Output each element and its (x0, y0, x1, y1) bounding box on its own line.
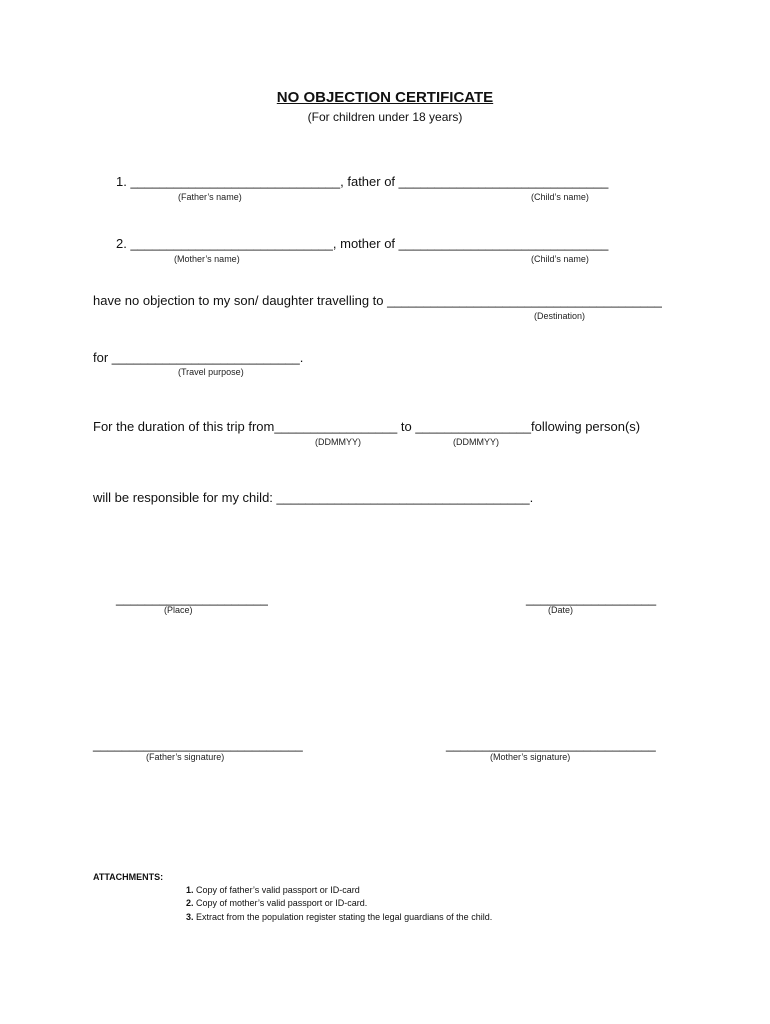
destination-line[interactable]: have no objection to my son/ daughter travelling to ______________________________________ (93, 293, 662, 308)
page-subtitle: (For children under 18 years) (307, 110, 463, 124)
attachment-number: 2. (186, 898, 194, 908)
attachment-number: 1. (186, 885, 194, 895)
page-title: NO OBJECTION CERTIFICATE (276, 89, 494, 106)
attachment-number: 3. (186, 912, 194, 922)
attachments-heading: ATTACHMENTS: (93, 872, 164, 882)
attachment-item (186, 885, 360, 895)
responsible-person-line[interactable]: will be responsible for my child: ___________________________________. (93, 490, 534, 505)
attachment-item (186, 912, 492, 922)
attachment-text: Copy of father’s valid passport or ID-card (196, 885, 360, 895)
attachment-text: Copy of mother’s valid passport or ID-card. (196, 898, 368, 908)
mother-signature-field[interactable]: _____________________________ (446, 737, 656, 752)
destination-caption: (Destination) (534, 311, 586, 321)
attachment-text: Extract from the population register stating the legal guardians of the child. (196, 912, 493, 922)
travel-purpose-caption: (Travel purpose) (178, 367, 244, 377)
father-signature-field[interactable]: _____________________________ (93, 737, 303, 752)
father-signature-caption: (Father’s signature) (146, 752, 225, 762)
date-to-caption: (DDMMYY) (453, 437, 499, 447)
duration-line[interactable]: For the duration of this trip from_________________ to ________________following person(s) (93, 419, 641, 434)
childs-name-caption-1: (Child’s name) (531, 192, 589, 202)
attachment-item (186, 898, 367, 908)
date-caption: (Date) (548, 605, 574, 615)
mothers-name-caption: (Mother’s name) (174, 254, 240, 264)
fathers-name-caption: (Father’s name) (178, 192, 242, 202)
mother-line[interactable]: 2. ____________________________, mother of _____________________________ (116, 236, 609, 251)
father-line[interactable]: 1. _____________________________, father of _____________________________ (116, 174, 609, 189)
childs-name-caption-2: (Child’s name) (531, 254, 589, 264)
date-from-caption: (DDMMYY) (315, 437, 361, 447)
purpose-line[interactable]: for __________________________. (93, 350, 304, 365)
date-field[interactable]: __________________ (526, 591, 657, 606)
mother-signature-caption: (Mother’s signature) (490, 752, 571, 762)
place-field[interactable]: _____________________ (116, 591, 268, 606)
place-caption: (Place) (164, 605, 193, 615)
